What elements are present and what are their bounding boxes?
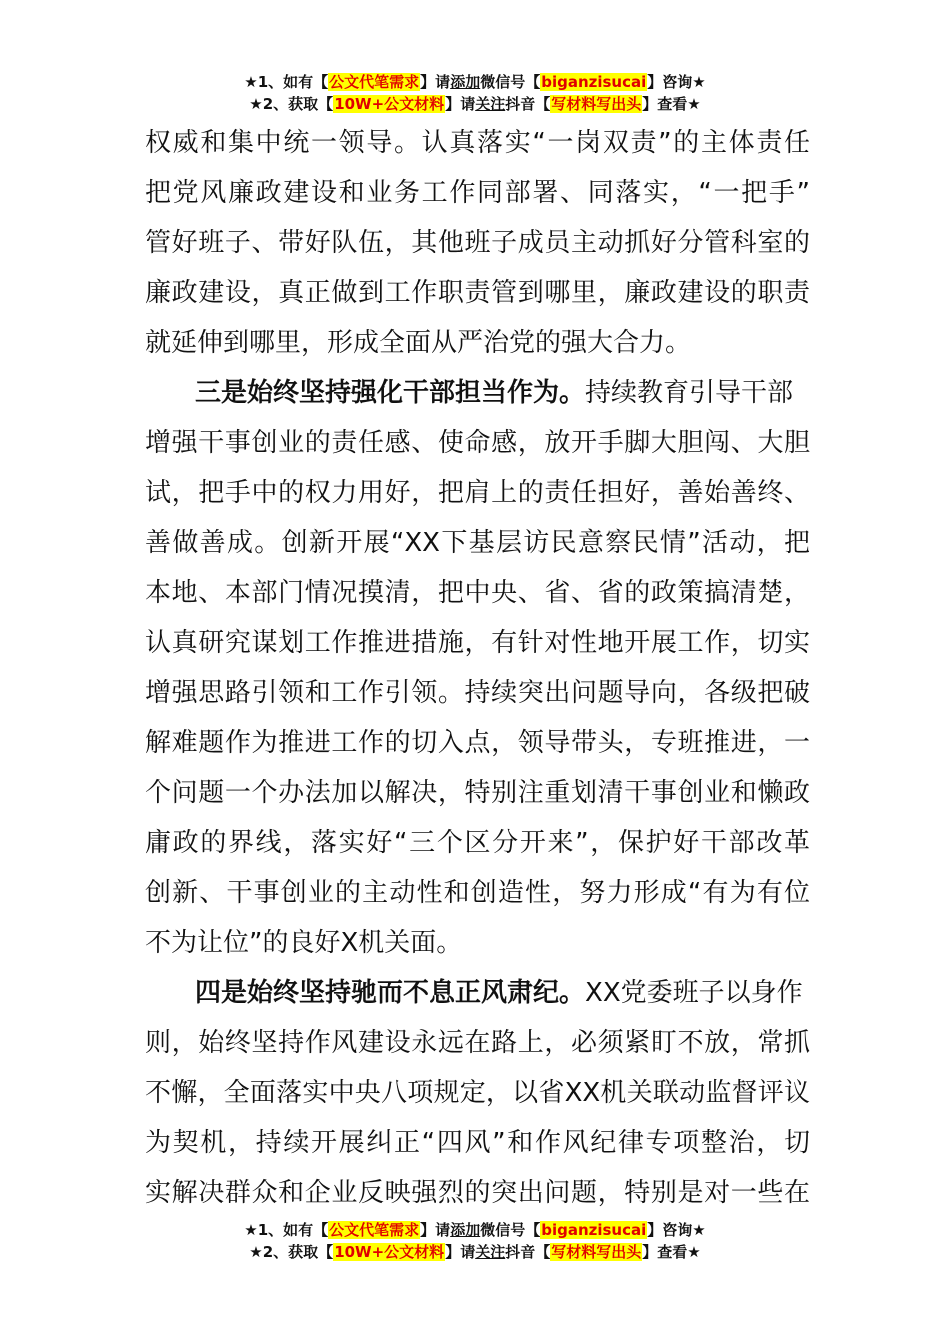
banner-highlight: 10W+公文材料 bbox=[334, 1243, 445, 1261]
text-line: 就延伸到哪里，形成全面从严治党的强大合力。 bbox=[145, 328, 692, 358]
banner-text: 】请 bbox=[445, 95, 476, 113]
banner-highlight: 写材料写出头 bbox=[551, 95, 642, 113]
banner-highlight: 10W+公文材料 bbox=[334, 95, 445, 113]
banner-text: 微信号【 bbox=[480, 73, 541, 91]
banner-text: 】请 bbox=[420, 1221, 451, 1239]
banner-text: ★2、获取【 bbox=[249, 95, 334, 113]
text-line: 试，把手中的权力用好，把肩上的责任担好，善始善终、 bbox=[145, 478, 810, 508]
document-body bbox=[145, 118, 810, 1218]
banner-text: 抖音【 bbox=[505, 1243, 551, 1261]
banner-highlight: biganzisucai bbox=[541, 73, 647, 91]
banner-text: 】咨询★ bbox=[647, 1221, 706, 1239]
text-line: 增强干事创业的责任感、使命感，放开手脚大胆闯、大胆 bbox=[145, 428, 810, 458]
banner-line-2 bbox=[0, 1241, 950, 1263]
text-line: 庸政的界线，落实好“三个区分开来”，保护好干部改革 bbox=[145, 828, 810, 858]
text-line: 本地、本部门情况摸清，把中央、省、省的政策搞清楚， bbox=[145, 578, 810, 608]
text-line: 增强思路引领和工作引领。持续突出问题导向，各级把破 bbox=[145, 678, 810, 708]
banner-text: ★1、如有【 bbox=[244, 73, 329, 91]
text-line: 权威和集中统一领导。认真落实“一岗双责”的主体责任 bbox=[145, 128, 810, 158]
banner-text: 】咨询★ bbox=[647, 73, 706, 91]
banner-line-2 bbox=[0, 93, 950, 115]
text-line: 创新、干事创业的主动性和创造性，努力形成“有为有位 bbox=[145, 878, 810, 908]
banner-underline: 关注 bbox=[475, 1243, 506, 1261]
text-line: 实解决群众和企业反映强烈的突出问题，特别是对一些在 bbox=[145, 1178, 810, 1208]
text-line: 则，始终坚持作风建设永远在路上，必须紧盯不放，常抓 bbox=[145, 1028, 810, 1058]
banner-text: 】请 bbox=[420, 73, 451, 91]
banner-line-1 bbox=[0, 71, 950, 93]
top-banner bbox=[0, 71, 950, 115]
banner-underline: 关注 bbox=[475, 95, 506, 113]
text-line: 管好班子、带好队伍，其他班子成员主动抓好分管科室的 bbox=[145, 228, 810, 258]
text-line: 不懈，全面落实中央八项规定，以省XX机关联动监督评议 bbox=[145, 1078, 810, 1108]
banner-text: ★1、如有【 bbox=[244, 1221, 329, 1239]
text-line: 认真研究谋划工作推进措施，有针对性地开展工作，切实 bbox=[145, 628, 810, 658]
text-line: 个问题一个办法加以解决，特别注重划清干事创业和懒政 bbox=[145, 778, 810, 808]
banner-line-1 bbox=[0, 1219, 950, 1241]
banner-text: 抖音【 bbox=[505, 95, 551, 113]
banner-underline: 添加 bbox=[450, 73, 481, 91]
banner-text: 】查看★ bbox=[642, 1243, 701, 1261]
banner-highlight: biganzisucai bbox=[541, 1221, 647, 1239]
text-line: 为契机，持续开展纠正“四风”和作风纪律专项整治，切 bbox=[145, 1128, 810, 1158]
banner-text: ★2、获取【 bbox=[249, 1243, 334, 1261]
text-span: XX党委班子以身作 bbox=[585, 978, 803, 1008]
text-span: 持续教育引导干部 bbox=[585, 378, 794, 408]
banner-text: 微信号【 bbox=[480, 1221, 541, 1239]
text-line: 不为让位”的良好X机关面。 bbox=[145, 928, 463, 958]
paragraph-heading: 三是始终坚持强化干部担当作为。 bbox=[195, 378, 586, 408]
paragraph-heading: 四是始终坚持驰而不息正风肃纪。 bbox=[195, 978, 586, 1008]
paragraph-first-line bbox=[145, 368, 810, 418]
banner-underline: 添加 bbox=[450, 1221, 481, 1239]
banner-highlight: 公文代笔需求 bbox=[329, 1221, 420, 1239]
banner-highlight: 写材料写出头 bbox=[551, 1243, 642, 1261]
text-line: 廉政建设，真正做到工作职责管到哪里，廉政建设的职责 bbox=[145, 278, 810, 308]
paragraph-first-line bbox=[145, 968, 810, 1018]
text-line: 善做善成。创新开展“XX下基层访民意察民情”活动，把 bbox=[145, 528, 810, 558]
banner-text: 】请 bbox=[445, 1243, 476, 1261]
text-line: 解难题作为推进工作的切入点，领导带头，专班推进，一 bbox=[145, 728, 810, 758]
bottom-banner bbox=[0, 1219, 950, 1263]
banner-highlight: 公文代笔需求 bbox=[329, 73, 420, 91]
banner-text: 】查看★ bbox=[642, 95, 701, 113]
text-line: 把党风廉政建设和业务工作同部署、同落实，“一把手” bbox=[145, 178, 810, 208]
